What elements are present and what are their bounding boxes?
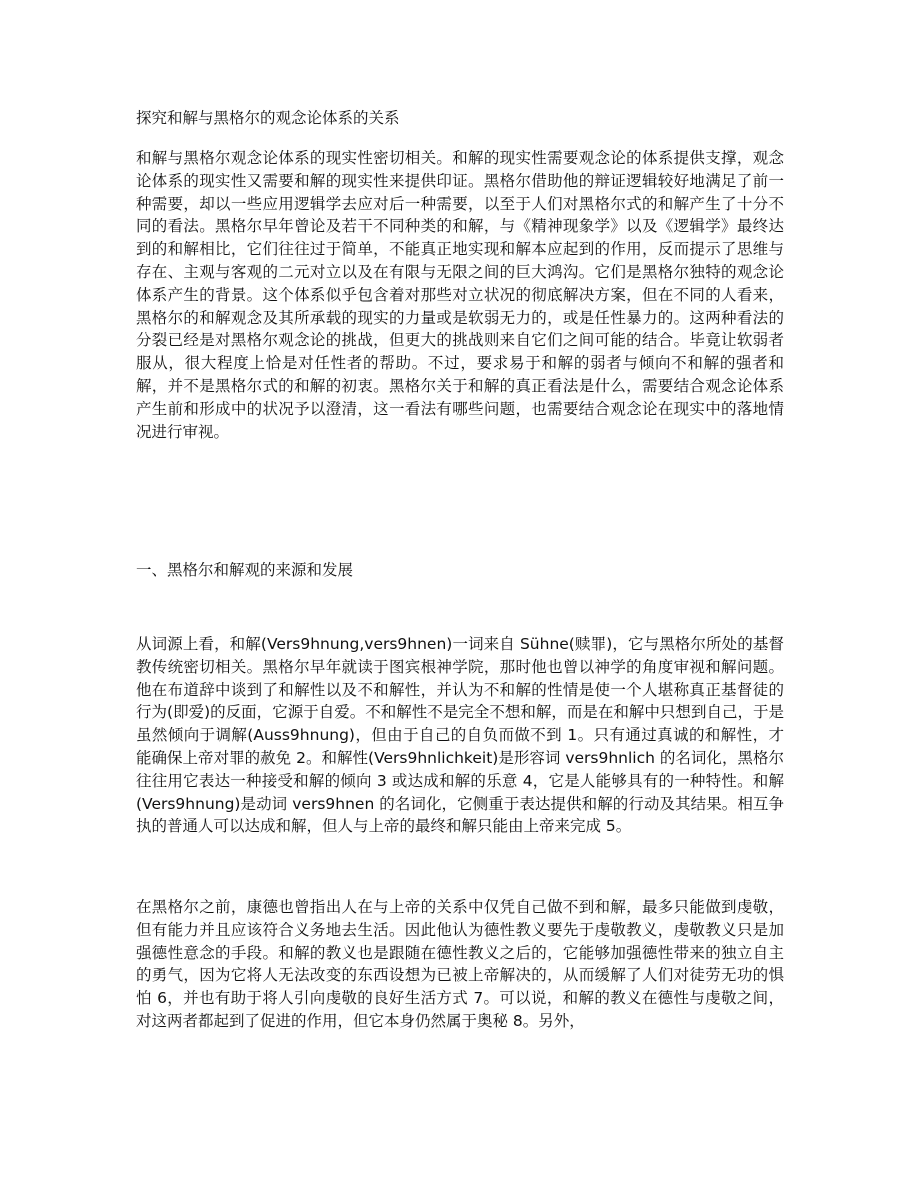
document-title: 探究和解与黑格尔的观念论体系的关系 bbox=[136, 109, 400, 127]
section-heading: 一、黑格尔和解观的来源和发展 bbox=[136, 561, 354, 579]
section-paragraph: 从词源上看，和解(Vers9hnung,vers9hnen)一词来自 Sühne(赎罪)，它与黑格尔所处的基督教传统密切相关。黑格尔早年就读于图宾根神学院，那时他也曾以神学的角度审视和解问题。他在布道辞中谈到了和解性以及不和解性，并认为不和解的性情是使一个人堪称真正基督徒的行为(即爱)的反面，它源于自爱。不和解性不是完全不想和解，而是在和解中只想到自己，于是虽然倾向于调解(Auss9hnung)，但由于自己的自负而做不到 1。只有通过真诚的和解性，才能确保上帝对罪的赦免 2。和解性(Vers9hnlichkeit)是形容词 vers9hnlich 的名词化，黑格尔往往用它表达一种接受和解的倾向 3 或达成和解的乐意 4，它是人能够具有的一种特性。和解(Vers9hnung)是动词 vers9hnen 的名词化，它侧重于表达提供和解的行动及其结果。相互争执的普通人可以达成和解，但人与上帝的最终和解只能由上帝来完成 5。 bbox=[136, 635, 784, 836]
intro-paragraph: 和解与黑格尔观念论体系的现实性密切相关。和解的现实性需要观念论的体系提供支撑，观念论体系的现实性又需要和解的现实性来提供印证。黑格尔借助他的辩证逻辑较好地满足了前一种需要，却以一些应用逻辑学去应对后一种需要，以至于人们对黑格尔式的和解产生了十分不同的看法。黑格尔早年曾论及若干不同种类的和解，与《精神现象学》以及《逻辑学》最终达到的和解相比，它们往往过于简单，不能真正地实现和解本应起到的作用，反而提示了思维与存在、主观与客观的二元对立以及在有限与无限之间的巨大鸿沟。它们是黑格尔独特的观念论体系产生的背景。这个体系似乎包含着对那些对立状况的彻底解决方案，但在不同的人看来，黑格尔的和解观念及其所承载的现实的力量或是软弱无力的，或是任性暴力的。这两种看法的分裂已经是对黑格尔观念论的挑战，但更大的挑战则来自它们之间可能的结合。毕竟让软弱者服从，很大程度上恰是对任性者的帮助。不过，要求易于和解的弱者与倾向不和解的强者和解，并不是黑格尔式的和解的初衷。黑格尔关于和解的真正看法是什么，需要结合观念论体系产生前和形成中的状况予以澄清，这一看法有哪些问题，也需要结合观念论在现实中的落地情况进行审视。 bbox=[136, 149, 784, 441]
section-paragraph: 在黑格尔之前，康德也曾指出人在与上帝的关系中仅凭自己做不到和解，最多只能做到虔敬，但有能力并且应该符合义务地去生活。因此他认为德性教义要先于虔敬教义，虔敬教义只是加强德性意念的手段。和解的教义也是跟随在德性教义之后的，它能够加强德性带来的独立自主的勇气，因为它将人无法改变的东西设想为已被上帝解决的，从而缓解了人们对徒劳无功的惧怕 6，并也有助于将人引向虔敬的良好生活方式 7。可以说，和解的教义在德性与虔敬之间，对这两者都起到了促进的作用，但它本身仍然属于奥秘 8。另外， bbox=[136, 898, 784, 1030]
